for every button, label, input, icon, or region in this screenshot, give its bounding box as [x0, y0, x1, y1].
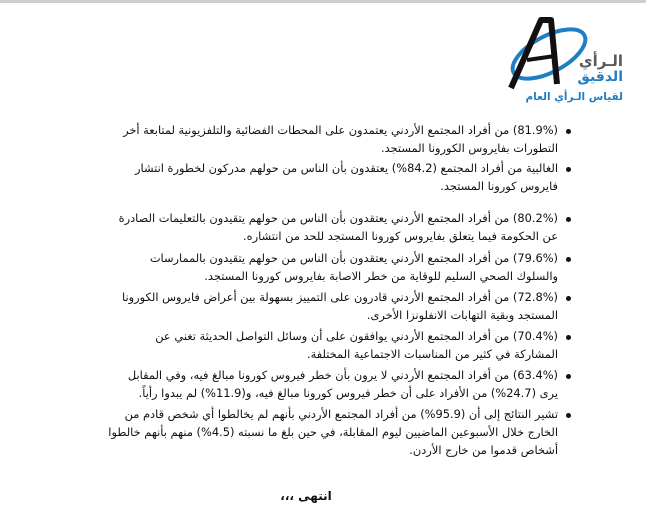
end-marker: انتهى ،،،: [280, 489, 332, 503]
bullet-icon: [566, 217, 571, 222]
brand-line-1: الـرأي: [578, 52, 623, 70]
bullet-icon: [566, 374, 571, 379]
brand-line-2: الدقيق: [577, 69, 623, 85]
findings-list: [0, 116, 646, 496]
finding-item: تشير النتائج إلى أن (95.9%) من أفراد المجتمع الأردني بأنهم لم يخالطوا أي شخص قادم من الخارج خلال الأسبوعين الماضيين ليوم المقابلة، في حين بلغ ما نسبته (4.5%) منهم بأنهم خالطوا أشخاص قدموا من خارج الأردن.: [108, 407, 558, 457]
finding-item: (70.4%) من أفراد المجتمع الأردني يوافقون على أن وسائل التواصل الحديثة تغني عن المشاركة في كثير من المناسبات الاجتماعية المختلفة.: [155, 329, 558, 361]
bullet-icon: [566, 335, 571, 340]
finding-item: (81.9%) من أفراد المجتمع الأردني يعتمدون على المحطات الفضائية والتلفزيونية لمتابعة أخر التطورات بفايروس الكورونا المستجد.: [123, 123, 558, 155]
finding-item: (72.8%) من أفراد المجتمع الأردني قادرون على التمييز بسهولة بين أعراض فايروس الكورونا المستجد وبقية التهابات الانفلونزا الأخرى.: [122, 290, 558, 322]
logo: [497, 14, 627, 106]
top-border: [0, 0, 646, 3]
bullet-icon: [566, 413, 571, 418]
bullet-icon: [566, 129, 571, 134]
bullet-icon: [566, 167, 571, 172]
finding-item: (79.6%) من أفراد المجتمع الأردني يعتقدون بأن الناس من حولهم يتقيدون بالممارسات والسلوك الصحي السليم للوقاية من خطر الاصابة بفايروس كورونا المستجد.: [149, 251, 558, 283]
bullet-icon: [566, 257, 571, 262]
finding-item: الغالبية من أفراد المجتمع (84.2%) يعتقدون بأن الناس من حولهم مدركون لخطورة انتشار فايروس كورونا المستجد.: [135, 161, 558, 193]
bullet-icon: [566, 296, 571, 301]
finding-item: (63.4%) من أفراد المجتمع الأردني لا يرون بأن خطر فيروس كورونا مبالغ فيه، وفي المقابل يرى (24.7%) من الأفراد على أن خطر فيروس كورونا مبالغ فيه، و(11.9%) لم يبدوا رأياً.: [127, 368, 558, 400]
logo-tagline: لقياس الـرأي العام: [525, 91, 623, 103]
finding-item: (80.2%) من أفراد المجتمع الأردني يعتقدون بأن الناس من حولهم يتقيدون بالتعليمات الصادرة عن الحكومة فيما يتعلق بفايروس كورونا المستجد للحد من انتشاره.: [118, 211, 558, 243]
